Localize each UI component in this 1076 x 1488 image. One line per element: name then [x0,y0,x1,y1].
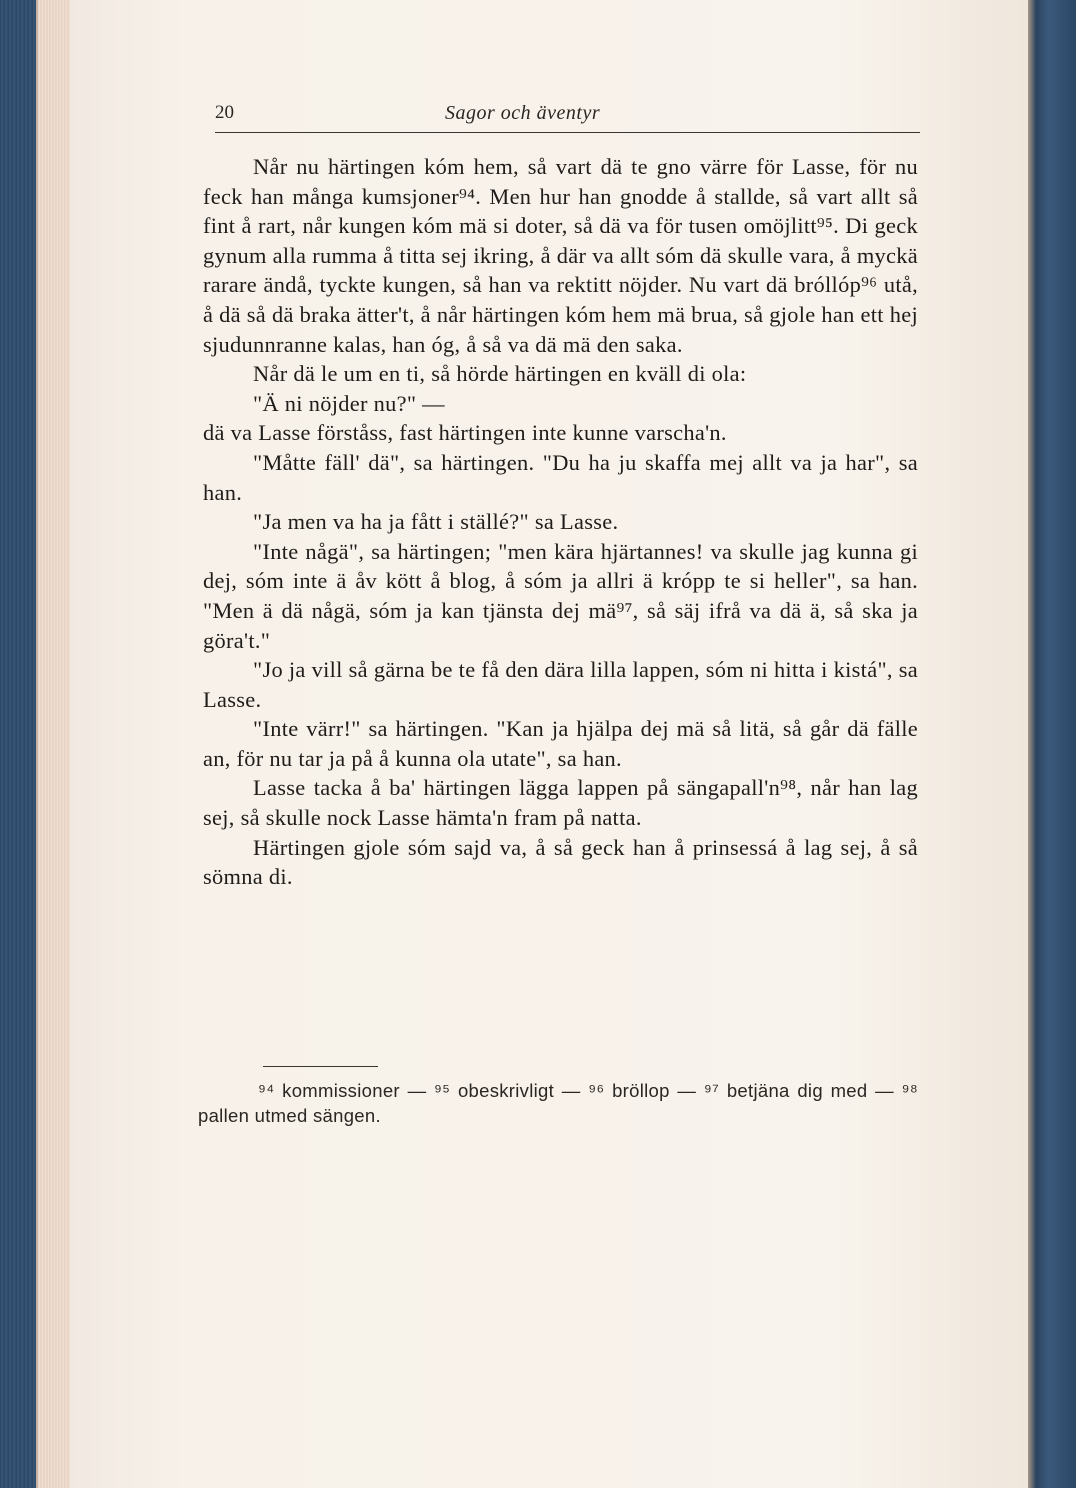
body-text [203,152,918,892]
paragraph: Når nu härtingen kóm hem, så vart dä te gno värre för Lasse, för nu feck han många kumsjoner⁹⁴. Men hur han gnodde å stallde, så vart allt så fint å rart, når kungen kóm mä si doter, så dä va för tusen omöjlitt⁹⁵. Di geck gynum alla rumma å titta sej ikring, å där va allt sóm dä skulle vara, å myckä rarare ändå, tyckte kungen, så han va rektitt nöjder. Nu vart dä bróllóp⁹⁶ utå, å dä så dä braka ätter't, å når härtingen kóm hem mä brua, så gjole han ett hej sjudunnranne kalas, han óg, å så va dä mä den saka. [203,154,918,357]
paragraph: "Inte värr!" sa härtingen. "Kan ja hjälpa dej mä så litä, så går dä fälle an, för nu tar ja på å kunna ola utate", sa han. [203,716,918,771]
paragraph: dä va Lasse förståss, fast härtingen inte kunne varscha'n. [203,420,727,446]
paragraph: "Måtte fäll' dä", sa härtingen. "Du ha ju skaffa mej allt va ja har", sa han. [203,449,918,505]
footnotes [198,1078,918,1128]
page-edges [36,0,74,1488]
paragraph: Härtingen gjole sóm sajd va, å så geck han å prinsessá å lag sej, å så sömna di. [203,834,918,890]
running-title: Sagor och äventyr [445,102,601,124]
page-header [215,100,920,133]
paragraph: Når dä le um en ti, så hörde härtingen en kväll di ola: [253,361,747,387]
paragraph: "Jo ja vill så gärna be te få den dära lilla lappen, sóm ni hitta i kistá", sa Lasse. [203,657,918,712]
footnote-text: ⁹⁴ kommissioner — ⁹⁵ obeskrivligt — ⁹⁶ bröllop — ⁹⁷ betjäna dig med — ⁹⁸ pallen utmed sängen. [198,1080,918,1126]
page-number: 20 [215,102,234,123]
paragraph: "Inte någä", sa härtingen; "men kära hjärtannes! va skulle jag kunna gi dej, sóm inte ä åv kött å blog, å sóm ja allri ä krópp te si heller", sa han. "Men ä dä någä, sóm ja kan tjänsta dej mä⁹⁷, så säj ifrå va dä ä, så ska ja göra't." [203,538,918,653]
paragraph: "Ja men va ha ja fått i ställé?" sa Lasse. [253,509,619,535]
paragraph: "Ä ni nöjder nu?" — [253,390,445,416]
paragraph: Lasse tacka å ba' härtingen lägga lappen på sängapall'n⁹⁸, når han lag sej, så skulle nock Lasse hämta'n fram på natta. [203,775,918,831]
footnote-divider [263,1066,378,1067]
book-cover-right [1028,0,1076,1488]
